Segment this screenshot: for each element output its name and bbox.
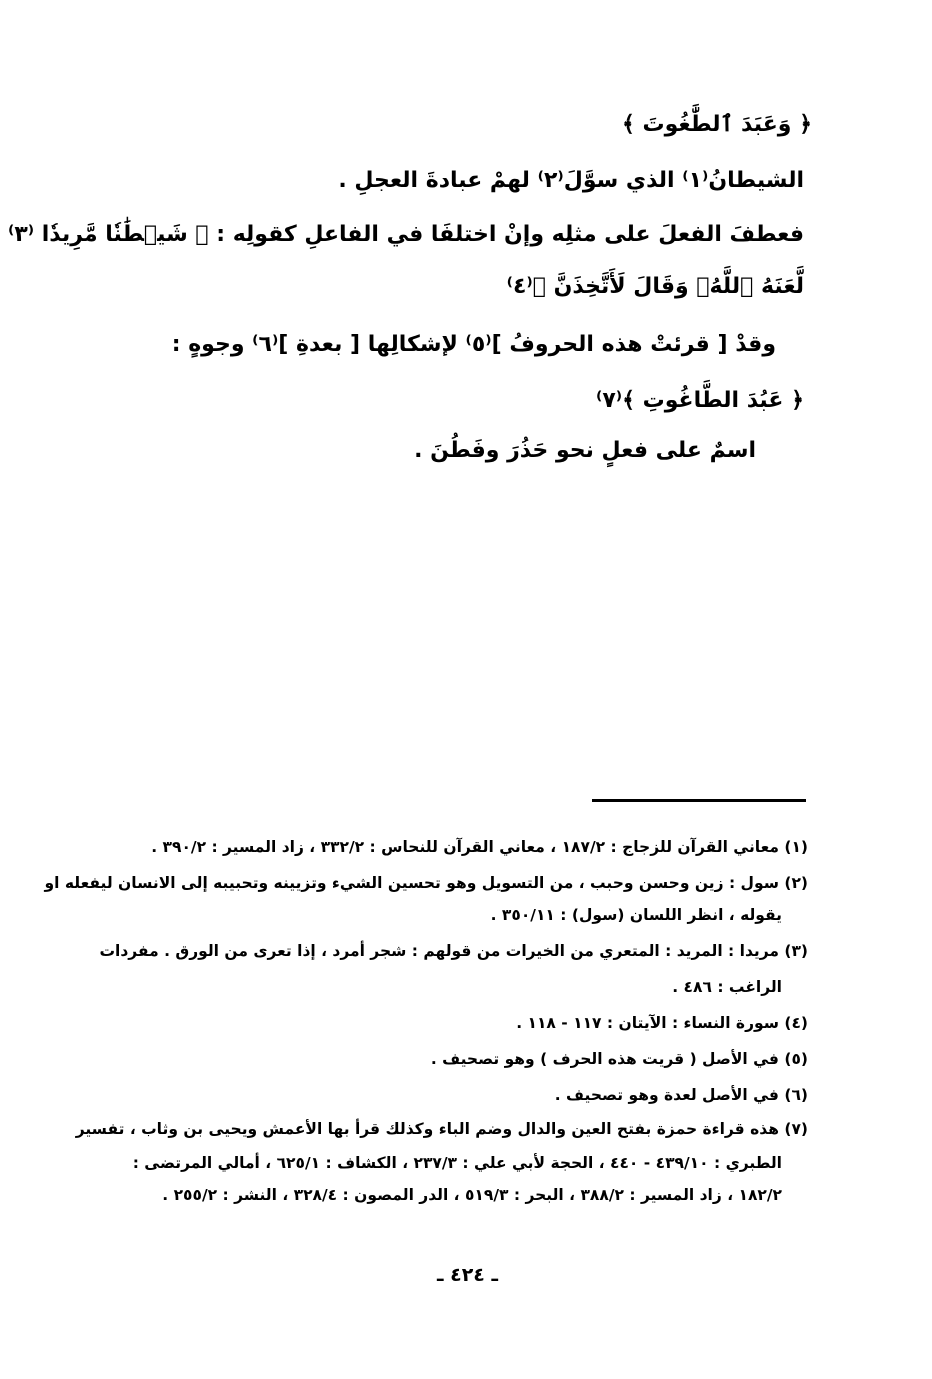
footnote-6: (٦) في الأصل لعدة وهو تصحيف . <box>554 1086 808 1104</box>
footnote-3: (٣) مريدا : المريد : المتعري من الخيرات من قولهم : شجر أمرد ، إذا تعرى من الورق . مفردات <box>99 942 808 960</box>
footnote-4: (٤) سورة النساء : الآيتان : ١١٧ - ١١٨ . <box>516 1014 808 1032</box>
footnote-5: (٥) في الأصل ( قريت هذه الحرف ) وهو تصحيف . <box>430 1050 808 1068</box>
footnote-7: (٧) هذه قراءة حمزة بفتح العين والدال وضم الباء وكذلك قرأ بها الأعمش ويحيى بن وثاب ، تفسير <box>75 1120 808 1138</box>
page-number: ـ ٤٢٤ ـ <box>436 1264 498 1286</box>
footnote-7-cont-1: الطبري : ٤٣٩/١٠ - ٤٤٠ ، الحجة لأبي علي : ٢٣٧/٣ ، الكشاف : ٦٢٥/١ ، أمالي المرتضى : <box>132 1154 782 1172</box>
footnote-2-cont: يقوله ، انظر اللسان (سول) : ٣٥٠/١١ . <box>490 906 782 924</box>
footnote-1: (١) معاني القرآن للزجاج : ١٨٧/٢ ، معاني القرآن للنحاس : ٣٣٢/٢ ، زاد المسير : ٣٩٠/٢ . <box>151 838 808 856</box>
main-line-5: وقدْ [ قرئتْ هذه الحروفُ ]⁽٥⁾ لإشكالِها [ بعدةِ ]⁽٦⁾ وجوهٍ : <box>171 332 776 357</box>
footnote-2: (٢) سول : زين وحسن وحبب ، من التسويل وهو تحسين الشيء وتزيينه وتحبيبه إلى الانسان ليفعله او <box>44 874 808 892</box>
main-line-4: لَّعَنَهُ ٱللَّهُۘ وَقَالَ لَأَتَّخِذَنَّ ﴾⁽٤⁾ <box>506 274 804 299</box>
main-line-6: ﴿ عَبُدَ الطَّاغُوتِ ﴾⁽٧⁾ <box>595 388 804 413</box>
main-line-1: ﴿ وَعَبَدَ ٱلطَّٰغُوتَ ﴾ <box>621 112 812 137</box>
main-line-2: الشيطانُ⁽١⁾ الذي سوَّلَ⁽٢⁾ لهمْ عبادةَ العجلِ . <box>338 168 804 193</box>
main-line-3: فعطفَ الفعلَ على مثلِه وإنْ اختلفَا في الفاعلِ كقولِه : ﴿ شَيۡطَٰنٗا مَّرِيدٗا ⁽٣⁾ <box>7 222 804 247</box>
footnote-7-cont-2: ١٨٢/٢ ، زاد المسير : ٣٨٨/٢ ، البحر : ٥١٩/٣ ، الدر المصون : ٣٢٨/٤ ، النشر : ٢٥٥/٢ . <box>162 1186 782 1204</box>
footnote-separator <box>592 799 806 802</box>
footnote-3-cont: الراغب : ٤٨٦ . <box>672 978 782 996</box>
main-line-7: اسمٌ على فعلٍ نحو حَذُرَ وفَطُنَ . <box>414 438 756 463</box>
